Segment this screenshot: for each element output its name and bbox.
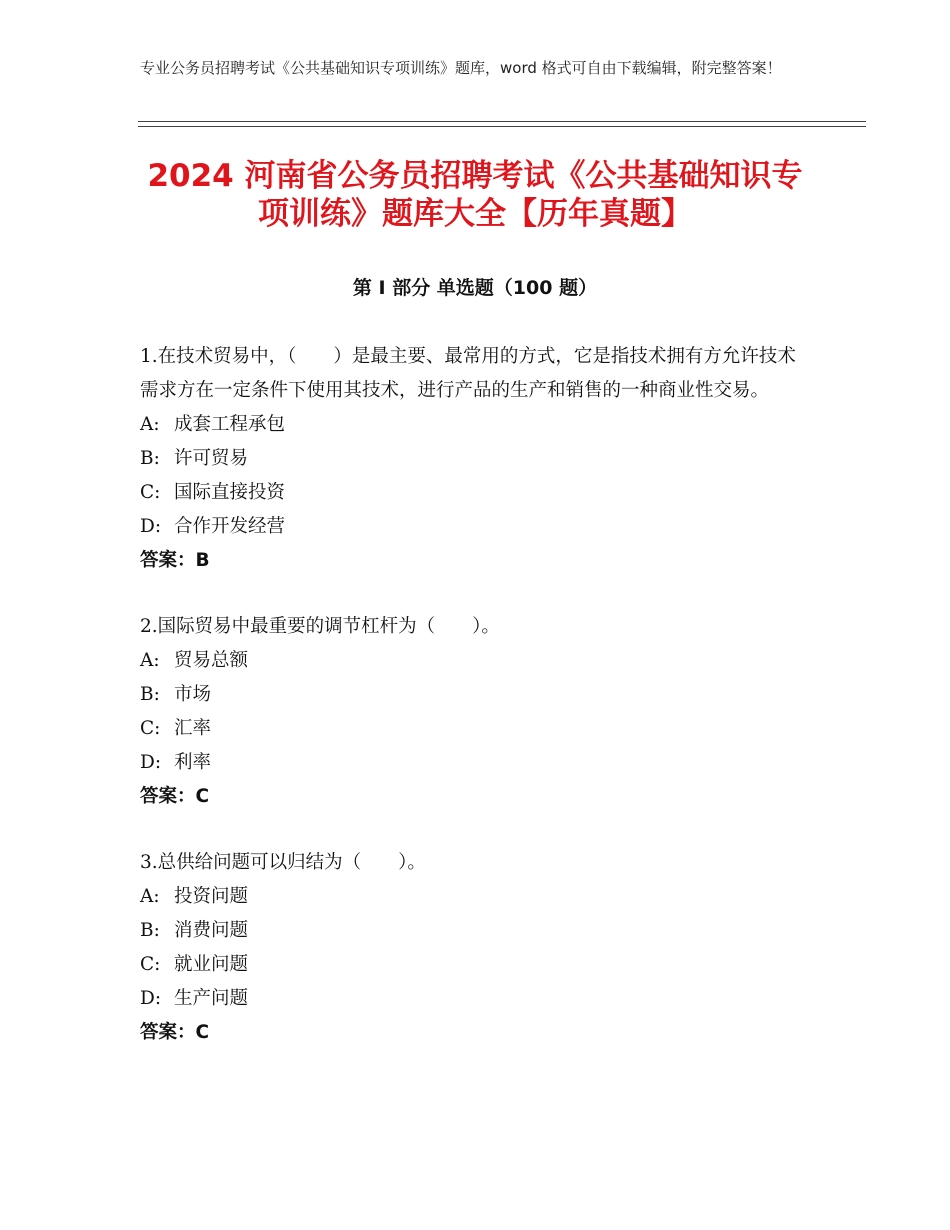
option-c [140, 476, 810, 510]
option-letter: D: [140, 516, 162, 537]
header-note: 专业公务员招聘考试《公共基础知识专项训练》题库，word 格式可自由下载编辑，附完整答案！ [140, 59, 782, 77]
answer-label: 答案：C [140, 1022, 210, 1043]
question-list [140, 340, 810, 1082]
option-d [140, 982, 810, 1016]
question-1 [140, 340, 810, 578]
option-letter: B: [140, 448, 160, 469]
option-letter: D: [140, 752, 162, 773]
option-d [140, 746, 810, 780]
question-3 [140, 846, 810, 1050]
answer-label: 答案：B [140, 550, 210, 571]
option-c [140, 712, 810, 746]
option-text: 许可贸易 [174, 448, 249, 469]
question-stem: 3.总供给问题可以归结为（ ）。 [140, 852, 426, 873]
option-text: 贸易总额 [174, 650, 249, 671]
option-a [140, 408, 810, 442]
document-title: 2024 河南省公务员招聘考试《公共基础知识专项训练》题库大全【历年真题】 [147, 158, 803, 232]
option-b [140, 442, 810, 476]
option-b [140, 678, 810, 712]
option-text: 成套工程承包 [174, 414, 286, 435]
option-letter: C: [140, 718, 161, 739]
option-text: 就业问题 [174, 954, 249, 975]
option-letter: B: [140, 920, 160, 941]
option-letter: C: [140, 482, 161, 503]
option-b [140, 914, 810, 948]
header-divider [138, 121, 866, 127]
option-letter: D: [140, 988, 162, 1009]
option-text: 市场 [174, 684, 212, 705]
option-text: 合作开发经营 [174, 516, 286, 537]
option-letter: A: [140, 886, 160, 907]
option-letter: C: [140, 954, 161, 975]
question-stem: 1.在技术贸易中，（ ）是最主要、最常用的方式，它是指技术拥有方允许技术需求方在一定条件下使用其技术，进行产品的生产和销售的一种商业性交易。 [140, 346, 796, 401]
option-text: 利率 [174, 752, 212, 773]
option-text: 投资问题 [174, 886, 249, 907]
option-letter: A: [140, 414, 160, 435]
option-letter: A: [140, 650, 160, 671]
option-letter: B: [140, 684, 160, 705]
option-text: 汇率 [174, 718, 212, 739]
answer-label: 答案：C [140, 786, 210, 807]
question-stem: 2.国际贸易中最重要的调节杠杆为（ ）。 [140, 616, 500, 637]
question-2 [140, 610, 810, 814]
option-c [140, 948, 810, 982]
option-text: 消费问题 [174, 920, 249, 941]
option-a [140, 644, 810, 678]
option-a [140, 880, 810, 914]
section-heading: 第 I 部分 单选题（100 题） [352, 277, 598, 299]
option-text: 国际直接投资 [174, 482, 286, 503]
option-text: 生产问题 [174, 988, 249, 1009]
option-d [140, 510, 810, 544]
